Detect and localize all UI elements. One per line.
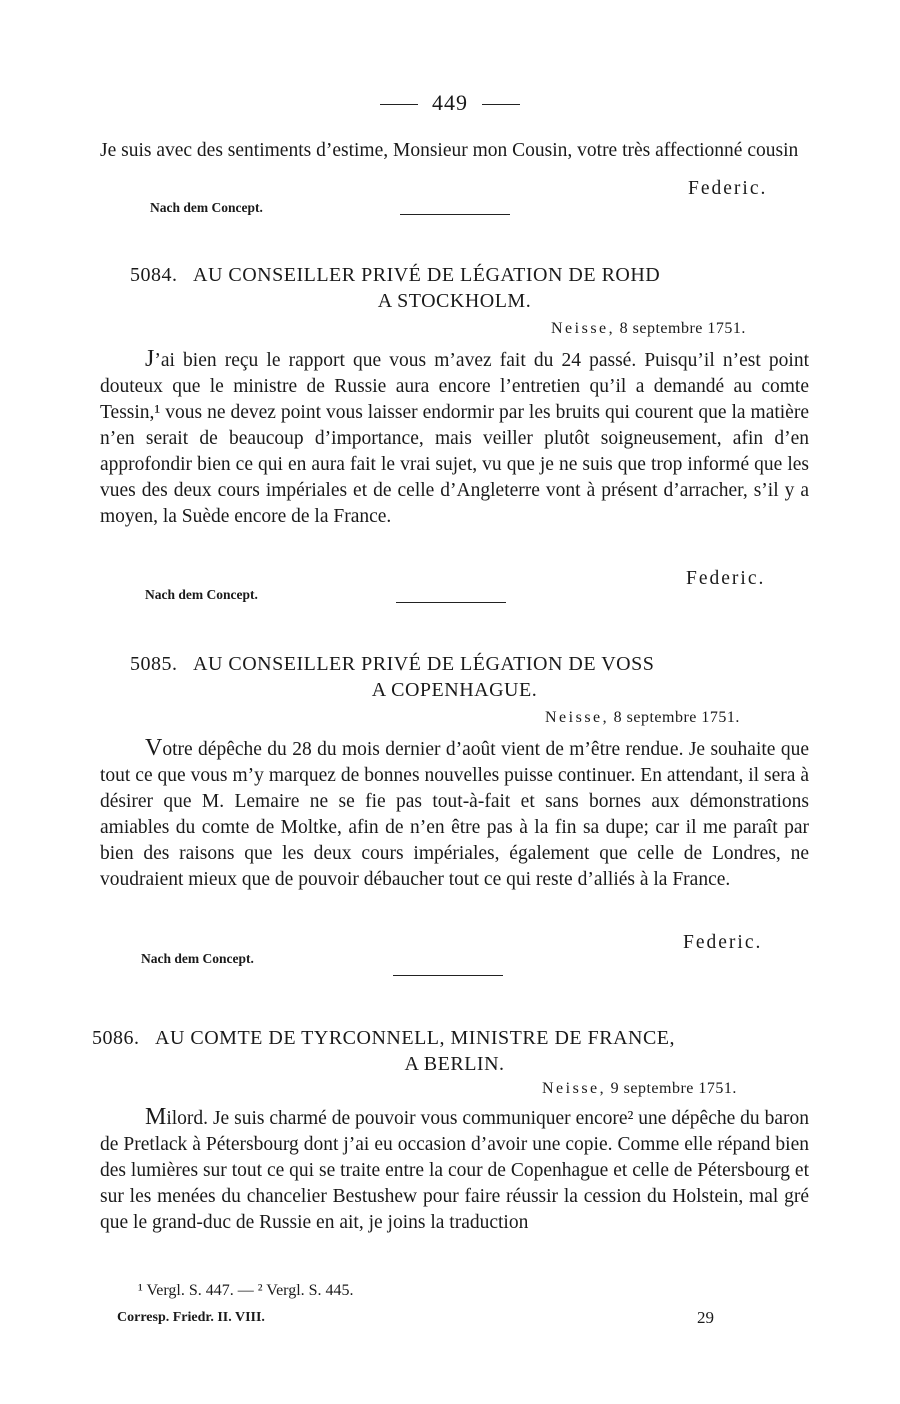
letter-heading	[130, 262, 660, 288]
letter-body-text: ’ai bien reçu le rapport que vous m’avez fait du 24 passé. Puisqu’il n’est point douteux que le ministre de Russie aura encore l’entretien qu’il a demandé au comte Tessin,¹ vous ne devez point vous laisser endormir par les bruits qui courent que la matière n’en serait de beaucoup d’importance, mais veiller plutôt soigneusement, afin d’en approfondir bien ce qui en aura fait le vrai sujet, vu que je ne suis que trop informé que les vues des deux cours impériales et de celle d’Angleterre vont à présent d’arracher, s’il y a moyen, la Suède encore de la France.	[100, 350, 809, 527]
letter-heading-line1: AU CONSEILLER PRIVÉ DE LÉGATION DE ROHD	[193, 264, 661, 286]
letter-body	[100, 735, 809, 893]
letter-number: 5086.	[92, 1027, 140, 1049]
footnotes: ¹ Vergl. S. 447. — ² Vergl. S. 445.	[138, 1282, 354, 1299]
dateline	[542, 1080, 737, 1098]
dateline-date: 8 septembre 1751.	[613, 709, 740, 726]
dateline-place: Neisse,	[551, 320, 616, 337]
dateline-date: 9 septembre 1751.	[610, 1080, 737, 1097]
signature: Federic.	[683, 932, 763, 953]
dateline-place: Neisse,	[545, 709, 610, 726]
letter-heading	[130, 651, 654, 677]
drop-cap: V	[145, 735, 163, 761]
section-divider	[400, 214, 510, 215]
signature: Federic.	[688, 178, 768, 199]
letter-heading	[92, 1025, 675, 1051]
signature: Federic.	[686, 568, 766, 589]
section-divider	[396, 602, 506, 603]
source-reference: Corresp. Friedr. II. VIII.	[117, 1310, 265, 1325]
letter-heading-line2: A STOCKHOLM.	[377, 290, 532, 312]
letter-heading-line1: AU COMTE DE TYRCONNELL, MINISTRE DE FRANCE,	[155, 1027, 676, 1049]
dateline-date: 8 septembre 1751.	[619, 320, 746, 337]
page-number-text: 449	[432, 90, 468, 115]
concept-note: Nach dem Concept.	[141, 951, 254, 966]
dateline	[551, 320, 746, 338]
page-number	[0, 90, 900, 116]
closing-paragraph: Je suis avec des sentiments d’estime, Monsieur mon Cousin, votre très affectionné cousin	[100, 140, 799, 161]
letter-heading-line2: A COPENHAGUE.	[371, 679, 538, 701]
dash-left	[380, 104, 418, 105]
letter-number: 5084.	[130, 264, 178, 286]
concept-note: Nach dem Concept.	[150, 200, 263, 215]
dateline	[545, 709, 740, 727]
letter-body-text: ilord. Je suis charmé de pouvoir vous communiquer encore² une dépêche du baron de Pretlack à Pétersbourg dont j’ai eu occasion d’avoir une copie. Comme elle répand bien des lumières sur tout ce qui se traite entre la cour de Copenhague et celle de Pétersbourg et sur les menées du chancelier Bestushew pour faire réussir la cession du Holstein, mal gré que le grand-duc de Russie en ait, je joins la traduction	[100, 1108, 809, 1233]
letter-heading-line2: A BERLIN.	[404, 1053, 505, 1075]
letter-body-text: otre dépêche du 28 du mois dernier d’août vient de m’être rendue. Je souhaite que tout ce que vous m’y marquez de bonnes nouvelles puisse continuer. En attendant, il sera à désirer que M. Lemaire ne se fie pas tout-à-fait et sans bornes aux démonstrations amiables du comte de Moltke, afin de n’en être pas à la fin sa dupe; car il me paraît par bien des raisons que les deux cours impériales, également que celle de Londres, ne voudraient mieux que de pouvoir débaucher tout ce qui reste d’alliés à la France.	[100, 739, 809, 890]
dateline-place: Neisse,	[542, 1080, 607, 1097]
section-divider	[393, 975, 503, 976]
concept-note: Nach dem Concept.	[145, 587, 258, 602]
drop-cap: M	[145, 1104, 167, 1130]
signature-folio: 29	[697, 1308, 714, 1327]
letter-number: 5085.	[130, 653, 178, 675]
letter-body	[100, 346, 809, 530]
letter-heading-line1: AU CONSEILLER PRIVÉ DE LÉGATION DE VOSS	[193, 653, 655, 675]
drop-cap: J	[145, 346, 155, 372]
letter-body	[100, 1104, 809, 1236]
dash-right	[482, 104, 520, 105]
